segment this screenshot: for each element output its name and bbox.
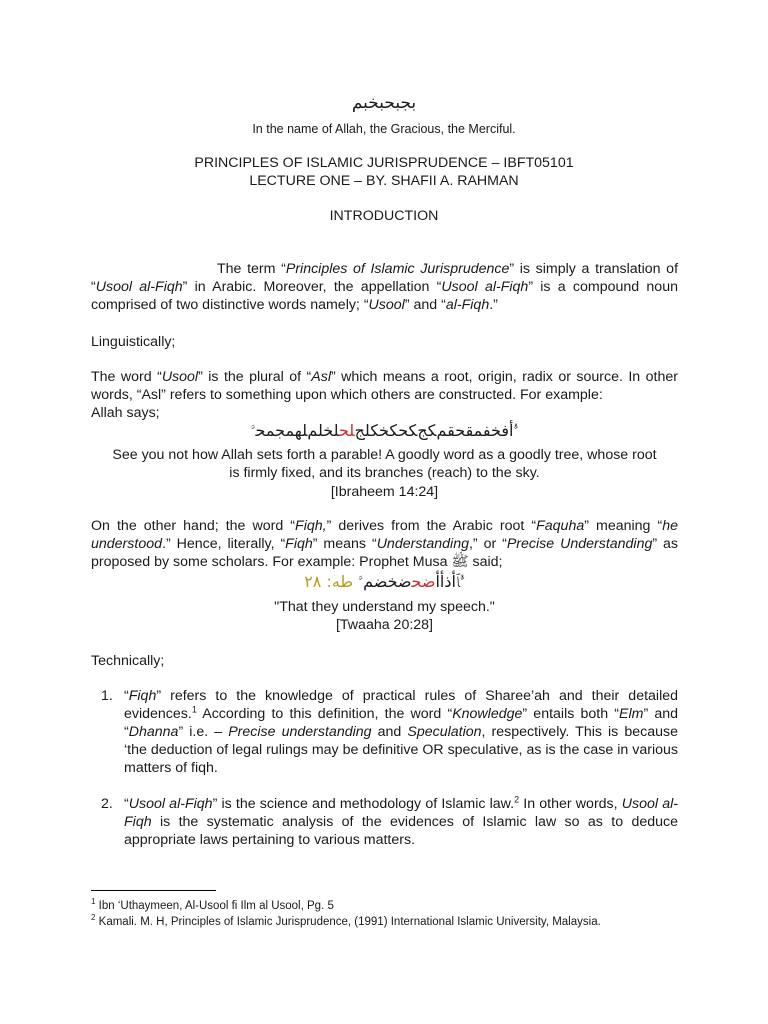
footnote-divider bbox=[91, 890, 216, 891]
technical-heading: Technically; bbox=[91, 653, 165, 669]
quran-verse-2: ﱡﭑﺃﺫﺃﺃﺿﺤﺿﺨﻀﻢﱠ طه: ٢٨ bbox=[304, 572, 465, 591]
list-item: 1. “Fiqh” refers to the knowledge of practical rules of Sharee’ah and their detailed evidences.$^1$ According to this definition, the word “Knowledge” entails both “Elm” and “Dhanna” i.e. – Precise understanding and Speculation, respectively. This is because ‘the deduction of legal rulings may be definitive OR speculative, as is the case in various matters of fiqh. bbox=[101, 688, 679, 776]
footnote-2: $^2$ Kamali. M. H, Principles of Islamic Jurisprudence, (1991) International Islamic University, Malaysia. bbox=[91, 913, 601, 928]
linguistic-heading: Linguistically; bbox=[91, 334, 176, 350]
document-title: PRINCIPLES OF ISLAMIC JURISPRUDENCE – IBFT05101 bbox=[194, 155, 574, 171]
list-item: 2. “Usool al-Fiqh” is the science and methodology of Islamic law.$^2$ In other words, Usool al-Fiqh is the systematic analysis of the evidences of Islamic law so as to deduce appropriate laws pertaining to various matters. bbox=[101, 794, 678, 848]
fiqh-paragraph: On the other hand; the word “Fiqh,” derives from the Arabic root “Faquha” meaning “he understood.” Hence, literally, “Fiqh” means “Understanding,” or “Precise Understanding” as proposed by some scholars. For example: Prophet Musa ﷺ said; bbox=[91, 518, 679, 570]
quran-verse-1: ﱡأﻓﺨﻔﻤﻘﺤﻘﻢﻜﺞﻜﺤﻜﺨﻜﻠﺞﻠﺤﻠﺨﻠﻢﻠﻬﻤﺠﻤﺤﱠ bbox=[250, 421, 519, 440]
verse-1-reference: [Ibraheem 14:24] bbox=[330, 484, 439, 500]
linguistic-paragraph: The word “Usool” is the plural of “Asl” which means a root, origin, radix or source. In other words, “Asl” refers to something upon which others are constructed. For example: Allah says; bbox=[91, 369, 678, 421]
lecture-byline: LECTURE ONE – BY. SHAFII A. RAHMAN bbox=[249, 173, 519, 189]
invocation-line: In the name of Allah, the Gracious, the Merciful. bbox=[252, 122, 516, 136]
intro-paragraph: The term “Principles of Islamic Jurisprudence” is simply a translation of “Usool al-Fiqh” in Arabic. Moreover, the appellation “Usool al-Fiqh” is a compound noun comprised of two distinctive words namely; “Usool” and “al-Fiqh.” bbox=[91, 261, 679, 313]
section-heading: INTRODUCTION bbox=[329, 208, 439, 224]
verse-2-translation: "That they understand my speech." bbox=[274, 599, 495, 615]
verse-2-reference: [Twaaha 20:28] bbox=[335, 617, 434, 633]
basmala: بجبحبخبم bbox=[351, 93, 417, 113]
footnote-1: $^1$ Ibn ‘Uthaymeen, Al-Usool fi Ilm al Usool, Pg. 5 bbox=[91, 897, 334, 912]
verse-1-translation: See you not how Allah sets forth a parable! A goodly word as a goodly tree, whose root is firmly fixed, and its branches (reach) to the sky. bbox=[112, 447, 657, 481]
